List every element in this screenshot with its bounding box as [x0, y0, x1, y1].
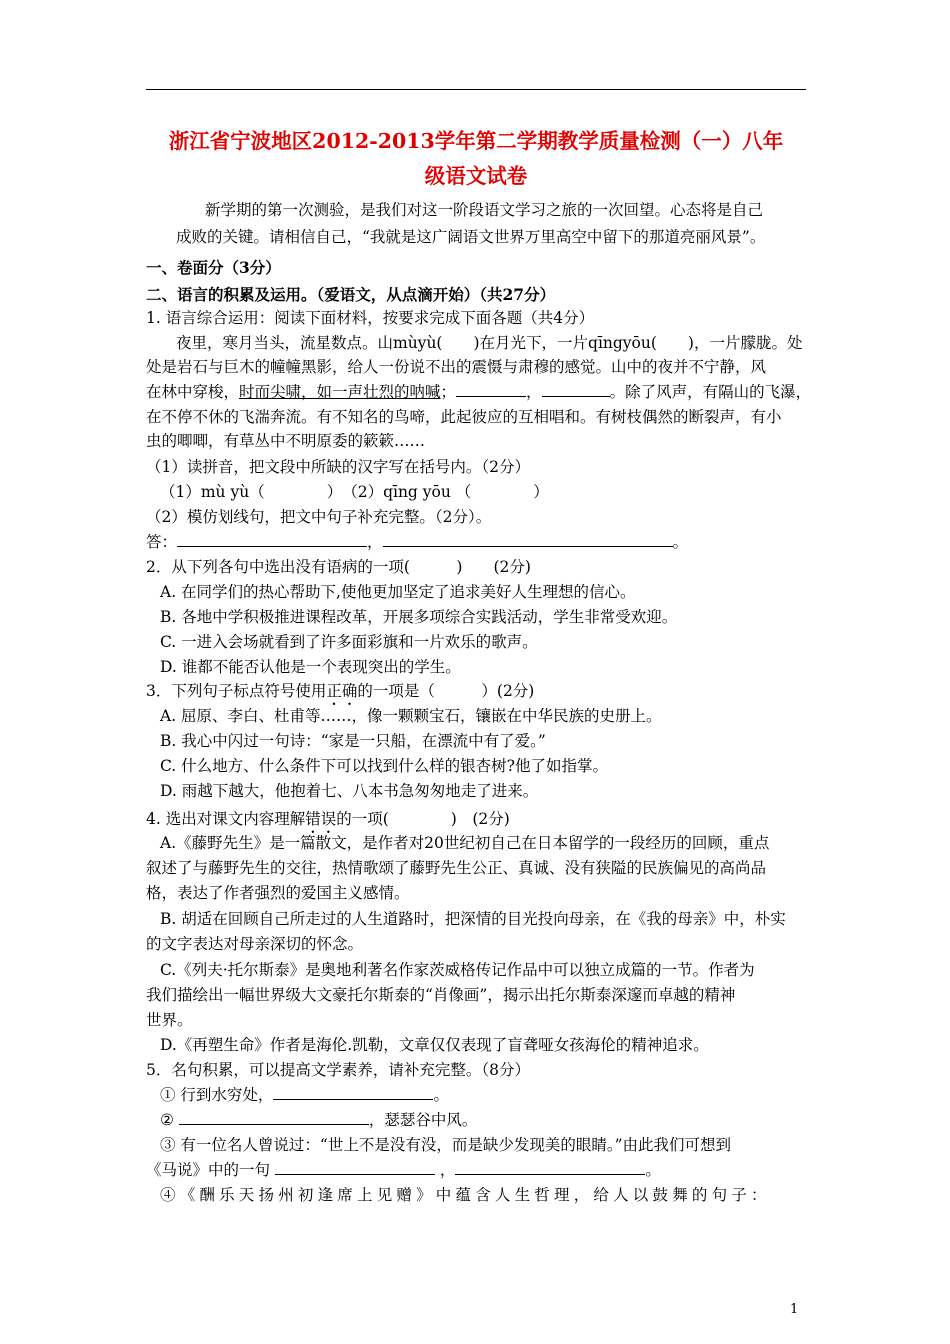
- q3-option-d[interactable]: D. 雨越下越大，他抱着七、八本书急匆匆地走了进来。: [160, 782, 539, 800]
- q1-comma: ，: [526, 383, 542, 401]
- q5-item2-number: ②: [160, 1111, 179, 1129]
- q5-item3-blank-1[interactable]: [275, 1160, 435, 1175]
- q4-option-c-line2: 我们描绘出一幅世界级大文豪托尔斯泰的“肖像画”，揭示出托尔斯泰深邃而卓越的精神: [146, 986, 736, 1004]
- q5-item1-text: ① 行到水穷处，: [160, 1086, 274, 1104]
- q1-passage-line1: 夜里，寒月当头，流星数点。山mùyù( )在月光下，一片qīngyōu( )，一片朦胧。处: [176, 334, 803, 352]
- q4-stem-tail: 的一项( ) (2分): [336, 810, 510, 828]
- q1-passage-line4: 在不停不休的飞湍奔流。有不知名的鸟啼，此起彼应的互相唱和。有树枝偶然的断裂声，有小: [146, 408, 782, 426]
- answer-comma: ，: [367, 533, 383, 551]
- q5-item2-blank[interactable]: [179, 1110, 369, 1125]
- q4-option-b-line1[interactable]: B. 胡适在回顾自己所走过的人生道路时，把深情的目光投向母亲，在《我的母亲》中，朴实: [160, 910, 786, 928]
- q1-answer-blank-2[interactable]: [383, 532, 673, 547]
- q5-item2-text: ，瑟瑟谷中风。: [368, 1111, 478, 1129]
- q5-item-4: ④《酬乐天扬州初逢席上见赠》中蕴含人生哲理，给人以鼓舞的句子：: [160, 1186, 771, 1204]
- section-heading-2: 二、语言的积累及运用。（爱语文，从点滴开始）（共27分）: [146, 285, 556, 304]
- q3-option-a[interactable]: A. 屈原、李白、杜甫等……，像一颗颗宝石，镶嵌在中华民族的史册上。: [160, 707, 662, 725]
- q1-passage-line5: 虫的唧唧，有草丛中不明原委的簌簌……: [146, 432, 426, 450]
- q1-answer-line: [146, 530, 816, 554]
- intro-line1: 新学期的第一次测验，是我们对这一阶段语文学习之旅的一次回望。心态将是自己: [205, 201, 764, 219]
- q3-emphasis-word: 正确: [326, 682, 358, 700]
- q3-stem-text: 3．下列句子标点符号使用: [146, 682, 327, 700]
- q4-option-a-line1[interactable]: A.《藤野先生》是一篇散文，是作者对20世纪初自己在日本留学的一段经历的回顾，重点: [160, 834, 770, 852]
- answer-label: 答：: [146, 533, 178, 551]
- q4-option-a-line3: 格，表达了作者强烈的爱国主义感情。: [146, 884, 410, 902]
- q3-stem-tail: 的一项是（ ）(2分): [357, 682, 535, 700]
- q1-imitation-blank-2[interactable]: [542, 382, 610, 397]
- q5-item1-end: 。: [433, 1086, 449, 1104]
- q1-subquestion-2: （2）模仿划线句，把文中句子补充完整。（2分）。: [146, 508, 492, 526]
- q1-passage-text-end: 。除了风声，有隔山的飞瀑，: [609, 383, 812, 401]
- header-rule: [146, 89, 806, 90]
- section-heading-1: 一、卷面分（3分）: [146, 258, 281, 277]
- q5-item3-end: 。: [645, 1161, 661, 1179]
- q2-option-d[interactable]: D. 谁都不能否认他是一个表现突出的学生。: [160, 658, 461, 676]
- q1-answer-blank-1[interactable]: [177, 532, 367, 547]
- intro-line2: 成败的关键。请相信自己，“我就是这广阔语文世界万里高空中留下的那道亮丽风景”。: [176, 228, 766, 246]
- q5-item-3-line1: ③ 有一位名人曾说过：“世上不是没有没，而是缺少发现美的眼睛。”由此我们可想到: [160, 1136, 732, 1154]
- q3-option-b[interactable]: B. 我心中闪过一句诗：“家是一只船，在漂流中有了爱。”: [160, 732, 546, 750]
- q4-option-c-line1[interactable]: C.《列夫·托尔斯泰》是奥地利著名作家茨威格传记作品中可以独立成篇的一节。作者为: [160, 961, 755, 979]
- q1-imitation-blank-1[interactable]: [456, 382, 526, 397]
- q2-stem: 2．从下列各句中选出没有语病的一项( ) (2分): [146, 558, 531, 576]
- q1-pinyin-answers[interactable]: （1）mù yù（ ） （2）qīng yōu （ ）: [160, 483, 549, 501]
- exam-title-line2: 级语文试卷: [424, 164, 528, 188]
- q1-passage-line3: [146, 380, 816, 404]
- q2-option-b[interactable]: B. 各地中学积极推进课程改革，开展多项综合实践活动，学生非常受欢迎。: [160, 608, 678, 626]
- q3-option-c[interactable]: C. 什么地方、什么条件下可以找到什么样的银杏树?他了如指掌。: [160, 757, 608, 775]
- q5-item3-comma: ，: [434, 1161, 456, 1179]
- q4-option-b-line2: 的文字表达对母亲深切的怀念。: [146, 935, 364, 953]
- q2-option-a[interactable]: A. 在同学们的热心帮助下,使他更加坚定了追求美好人生理想的信心。: [160, 583, 636, 601]
- q4-emphasis-word: 错误: [305, 810, 337, 828]
- q1-passage-text: 在林中穿梭，: [146, 383, 240, 401]
- q5-item-2: [160, 1108, 830, 1132]
- q5-item-3-line2: [146, 1158, 816, 1182]
- q5-stem: 5．名句积累，可以提高文学素养，请补充完整。（8分）: [146, 1061, 530, 1079]
- q1-underlined-sentence: 时而尖啸，如一声壮烈的呐喊: [239, 383, 441, 401]
- q2-option-c[interactable]: C. 一进入会场就看到了许多面彩旗和一片欢乐的歌声。: [160, 633, 538, 651]
- page-number: 1: [790, 1302, 799, 1317]
- q4-option-c-line3: 世界。: [146, 1011, 193, 1029]
- answer-end: 。: [672, 533, 689, 551]
- q5-item1-blank[interactable]: [273, 1085, 433, 1100]
- q1-stem: 1. 语言综合运用：阅读下面材料，按要求完成下面各题（共4分）: [146, 309, 595, 327]
- q5-item3-text: 《马说》中的一句: [146, 1161, 275, 1179]
- q4-option-a-line2: 叙述了与藤野先生的交往，热情歌颂了藤野先生公正、真诚、没有狭隘的民族偏见的高尚品: [146, 859, 767, 877]
- q1-passage-line2: 处是岩石与巨木的幢幢黑影，给人一份说不出的震慑与肃穆的感觉。山中的夜并不宁静，风: [146, 358, 767, 376]
- q1-subquestion-1: （1）读拼音，把文段中所缺的汉字写在括号内。（2分）: [146, 458, 530, 476]
- q4-stem-text: 4. 选出对课文内容理解: [146, 810, 306, 828]
- q5-item-1: [160, 1083, 830, 1107]
- exam-title-line1: 浙江省宁波地区2012-2013学年第二学期教学质量检测（一）八年: [168, 129, 784, 153]
- q4-option-d[interactable]: D.《再塑生命》作者是海伦.凯勒，文章仅仅表现了盲聋哑女孩海伦的精神追求。: [160, 1036, 709, 1054]
- q1-semicolon: ；: [440, 383, 457, 401]
- q5-item3-blank-2[interactable]: [455, 1160, 645, 1175]
